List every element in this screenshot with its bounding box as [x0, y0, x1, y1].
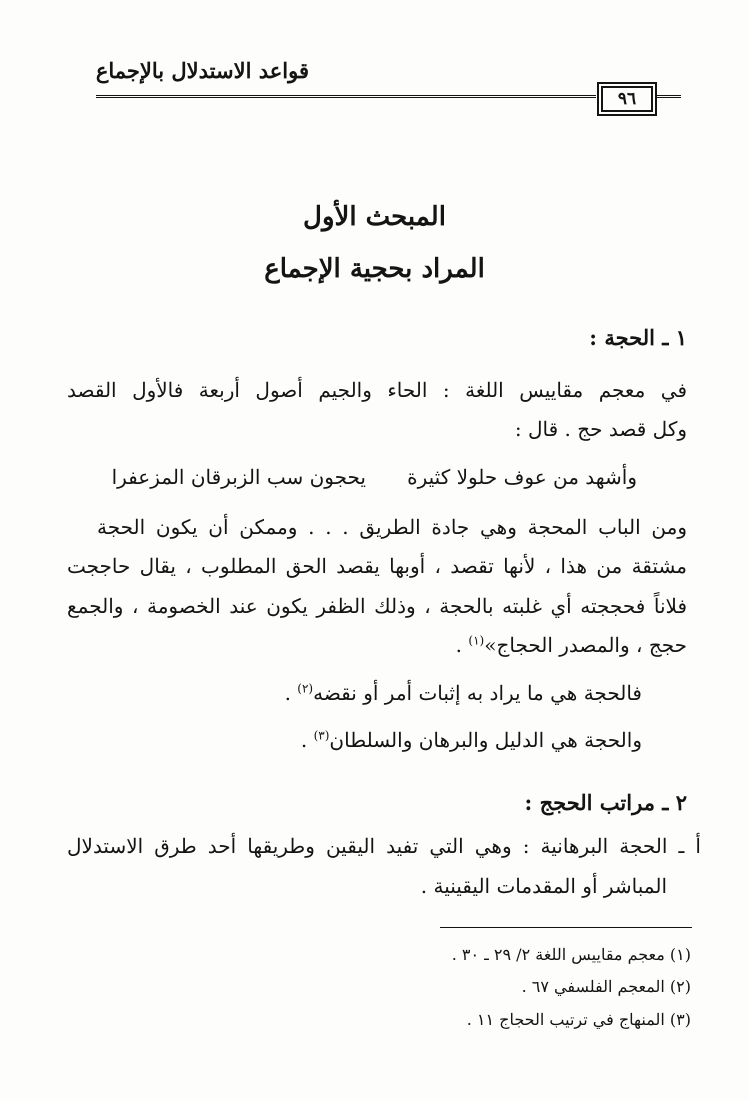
footnote-ref[interactable]: (١) — [468, 633, 485, 648]
definition-line — [285, 681, 642, 705]
verse-first-hemistich: وأشهد من عوف حلولا كثيرة — [407, 465, 637, 489]
paragraph-line: في معجم مقاييس اللغة : الحاء والجيم أصول أربعة فالأول القصد — [67, 378, 687, 402]
list-item-line: المباشر أو المقدمات اليقينية . — [420, 874, 667, 898]
verse-second-hemistich: يحجون سب الزبرقان المزعفرا — [111, 465, 366, 489]
footnote-ref[interactable]: (٢) — [297, 681, 314, 696]
paragraph-end: . — [455, 633, 469, 657]
footnote: (٢) المعجم الفلسفي ٦٧ . — [521, 977, 691, 996]
paragraph-line: مشتقة من هذا ، لأنها تقصد ، أوبها يقصد الحق المطلوب ، يقال حاججت — [67, 554, 687, 578]
footnote: (١) معجم مقاييس اللغة ٢/ ٢٩ ـ ٣٠ . — [451, 945, 691, 964]
chapter-title: المبحث الأول — [303, 202, 446, 232]
definition-end: . — [284, 681, 298, 705]
definition-text: فالحجة هي ما يراد به إثبات أمر أو نقضه — [313, 681, 642, 705]
page-number: ٩٦ — [601, 86, 653, 112]
part1-heading: ١ ـ الحجة : — [589, 325, 687, 350]
paragraph-line: فلاناً فحججته أي غلبته بالحجة ، وذلك الظفر يكون عند الخصومة ، والجمع — [67, 594, 687, 618]
header-rule-short — [655, 95, 681, 98]
part2-heading: ٢ ـ مراتب الحجج : — [524, 790, 687, 815]
footnote: (٣) المنهاج في ترتيب الحجاج ١١ . — [466, 1010, 691, 1029]
definition-line — [301, 728, 642, 752]
footnote-separator — [440, 927, 692, 928]
paragraph-line: ومن الباب المحجة وهي جادة الطريق . . . وممكن أن يكون الحجة — [97, 515, 687, 539]
definition-end: . — [300, 728, 314, 752]
footnote-ref[interactable]: (٣) — [313, 728, 330, 743]
paragraph-line — [456, 633, 687, 657]
running-title: قواعد الاستدلال بالإجماع — [95, 58, 309, 83]
list-item-line: أ ـ الحجة البرهانية : وهي التي تفيد اليقين وطريقها أحد طرق الاستدلال — [67, 834, 701, 858]
paragraph-line: وكل قصد حج . قال : — [514, 417, 687, 441]
header-rule — [96, 95, 596, 98]
section-title: المراد بحجية الإجماع — [264, 254, 485, 284]
definition-text: والحجة هي الدليل والبرهان والسلطان — [329, 728, 642, 752]
paragraph-text: حجج ، والمصدر الحجاج» — [484, 633, 687, 657]
